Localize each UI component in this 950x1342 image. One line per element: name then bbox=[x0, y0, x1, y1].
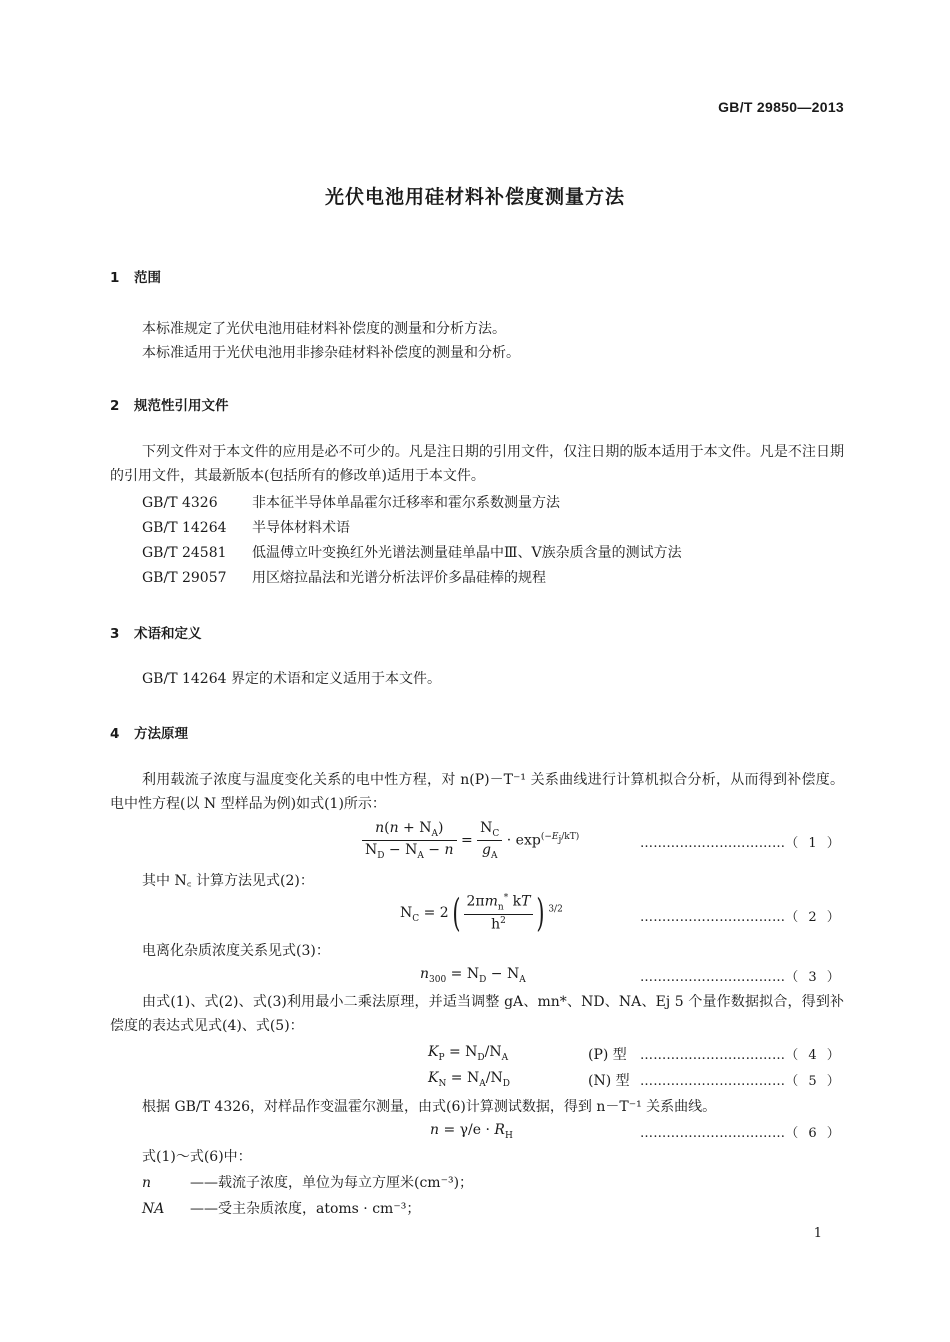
definition-desc: ——受主杂质浓度，atoms · cm⁻³； bbox=[190, 1201, 421, 1217]
equation-type-label: (N) 型 bbox=[588, 1073, 630, 1089]
document-title: 光伏电池用硅材料补偿度测量方法 bbox=[324, 186, 625, 208]
equation-number-1: ……………………………（ 1 ） bbox=[640, 836, 843, 851]
section-title: 方法原理 bbox=[134, 726, 188, 742]
paragraph: 本标准规定了光伏电池用硅材料补偿度的测量和分析方法。 bbox=[142, 321, 506, 337]
standard-number: GB/T 29850—2013 bbox=[718, 99, 844, 115]
section-heading-1 bbox=[110, 266, 161, 286]
page-number: 1 bbox=[813, 1226, 822, 1241]
section-heading-2 bbox=[110, 394, 229, 414]
section-number: 4 bbox=[110, 726, 120, 742]
paragraph: 利用载流子浓度与温度变化关系的电中性方程，对 n(P)－T⁻¹ 关系曲线进行计算机拟合分析，从而得到补偿度。电中性方程(以 N 型样品为例)如式(1)所示： bbox=[110, 772, 844, 812]
reference-item bbox=[142, 542, 682, 562]
section-heading-3 bbox=[110, 622, 202, 642]
reference-code: GB/T 4326 bbox=[142, 495, 218, 511]
equation-6: $n = \gamma/e \cdot R_H$ bbox=[430, 1122, 513, 1141]
equation-2: $N_C = 2$( $\frac{2\pi m_n^* kT}{h^2}$ ) $^{3/2}$ bbox=[400, 891, 563, 935]
paragraph: 本标准适用于光伏电池用非掺杂硅材料补偿度的测量和分析。 bbox=[142, 345, 520, 361]
definition-term: n bbox=[142, 1175, 152, 1191]
equation-number-5: ……………………………（ 5 ） bbox=[640, 1074, 843, 1089]
reference-title: 用区熔拉晶法和光谱分析法评价多晶硅棒的规程 bbox=[252, 570, 546, 586]
equation-4: $K_P = N_D/N_A$ bbox=[428, 1044, 509, 1063]
reference-title: 非本征半导体单晶霍尔迁移率和霍尔系数测量方法 bbox=[252, 495, 560, 511]
definition-item bbox=[142, 1172, 473, 1192]
equation-number-3: ……………………………（ 3 ） bbox=[640, 970, 843, 985]
equation-5: $K_N = N_A/N_D$ bbox=[428, 1070, 510, 1089]
section-heading-4 bbox=[110, 722, 188, 742]
reference-code: GB/T 14264 bbox=[142, 520, 227, 536]
reference-item bbox=[142, 517, 350, 537]
paragraph: GB/T 14264 界定的术语和定义适用于本文件。 bbox=[142, 671, 441, 687]
reference-code: GB/T 29057 bbox=[142, 570, 227, 586]
paragraph: 其中 N꜀ 计算方法见式(2)： bbox=[142, 873, 314, 889]
definition-item bbox=[142, 1198, 420, 1218]
paragraph: 式(1)～式(6)中： bbox=[142, 1149, 252, 1165]
section-title: 范围 bbox=[134, 270, 161, 286]
reference-item bbox=[142, 567, 546, 587]
section-title: 术语和定义 bbox=[134, 626, 202, 642]
section-title: 规范性引用文件 bbox=[134, 398, 229, 414]
equation-3: $n_{300} = N_D - N_A$ bbox=[420, 966, 526, 985]
paragraph: 电离化杂质浓度关系见式(3)： bbox=[142, 943, 330, 959]
section-number: 3 bbox=[110, 626, 120, 642]
reference-title: 低温傅立叶变换红外光谱法测量硅单晶中Ⅲ、Ⅴ族杂质含量的测试方法 bbox=[252, 545, 682, 561]
definition-desc: ——载流子浓度，单位为每立方厘米(cm⁻³)； bbox=[190, 1175, 474, 1191]
section-number: 2 bbox=[110, 398, 120, 414]
equation-number-4: ……………………………（ 4 ） bbox=[640, 1048, 843, 1063]
paragraph: 根据 GB/T 4326，对样品作变温霍尔测量，由式(6)计算测试数据，得到 n－T⁻¹ 关系曲线。 bbox=[142, 1099, 717, 1115]
equation-type-label: (P) 型 bbox=[588, 1047, 627, 1063]
reference-item bbox=[142, 492, 560, 512]
paragraph: 下列文件对于本文件的应用是必不可少的。凡是注日期的引用文件，仅注日期的版本适用于本文件。凡是不注日期的引用文件，其最新版本(包括所有的修改单)适用于本文件。 bbox=[110, 444, 844, 484]
reference-code: GB/T 24581 bbox=[142, 545, 227, 561]
paragraph: 由式(1)、式(2)、式(3)利用最小二乘法原理，并适当调整 gA、mn*、ND、NA、Ej 5 个量作数据拟合，得到补偿度的表达式见式(4)、式(5)： bbox=[110, 994, 844, 1034]
equation-number-2: ……………………………（ 2 ） bbox=[640, 910, 843, 925]
reference-title: 半导体材料术语 bbox=[252, 520, 350, 536]
equation-number-6: ……………………………（ 6 ） bbox=[640, 1126, 843, 1141]
equation-1: $\frac{n(n + N_A)}{N_D - N_A - n}$ = $\frac{N_C}{g_A}$ · $\exp^{(-E_j/kT)}$ bbox=[362, 820, 579, 861]
section-number: 1 bbox=[110, 270, 120, 286]
definition-term: NA bbox=[142, 1201, 165, 1217]
